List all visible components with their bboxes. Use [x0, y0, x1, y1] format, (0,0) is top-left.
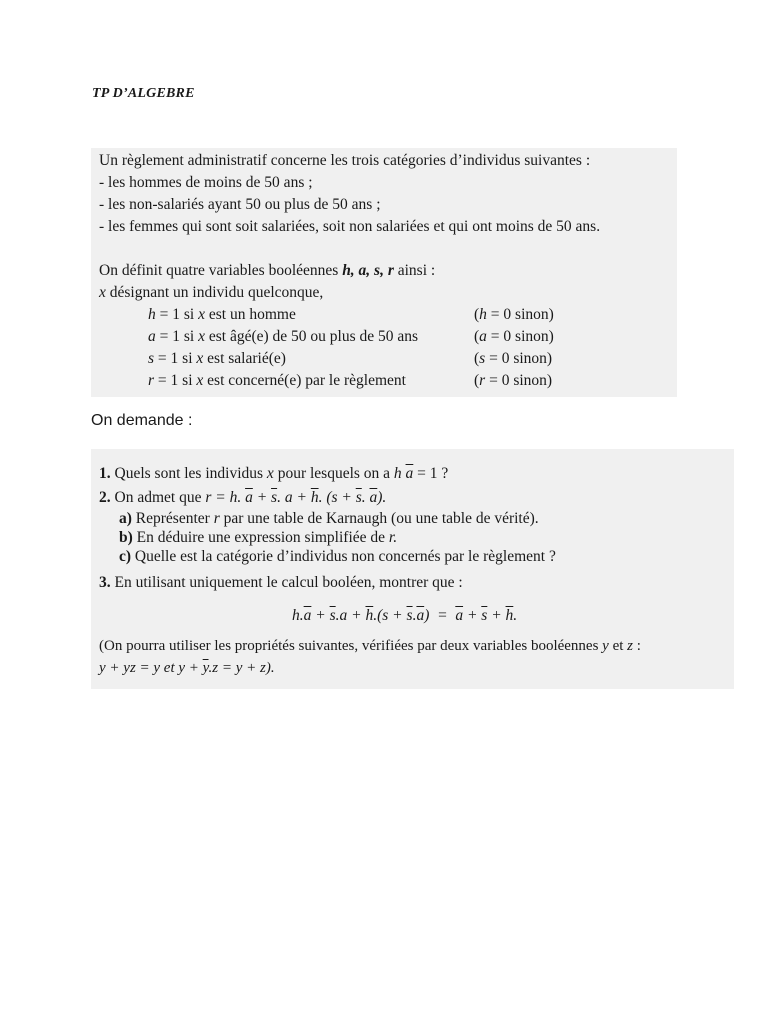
def-x: x	[198, 328, 205, 345]
question-2-formula: r = h. $\overline{a} + \overline{s}$. $a + \overline{h}$. ($s + \overline{s}$. $\overline{a}$).	[205, 489, 387, 506]
statement-line-1: Un règlement administratif concerne les trois catégories d’individus suivantes :	[99, 152, 591, 169]
note-var: h	[479, 306, 487, 323]
note-line-2	[99, 659, 275, 677]
def-x: x	[196, 372, 204, 389]
question-3	[99, 574, 463, 592]
def-desc: est âgé(e) de 50 ou plus de 50 ans	[208, 328, 419, 345]
statement-line-2: - les hommes de moins de 50 ans ;	[99, 174, 313, 191]
question-x: x	[266, 465, 274, 482]
sub-label: a)	[119, 510, 132, 527]
demand-label: On demande :	[91, 412, 193, 429]
x-line-text: désignant un individu quelconque,	[109, 284, 324, 301]
note-colon: :	[636, 638, 641, 654]
definition-intro-text: On définit quatre variables booléennes	[99, 262, 339, 279]
definition-r-note: (r = 0 sinon)	[474, 372, 553, 389]
definition-intro	[99, 262, 435, 280]
def-pre: = 1 si	[157, 372, 193, 389]
definition-vars: h, a, s, r	[342, 262, 394, 279]
def-pre: = 1 si	[159, 328, 195, 345]
note-rest: = 0 sinon)	[489, 350, 553, 367]
question-text2: pour lesquels on a	[277, 465, 391, 482]
note-text: (On pourra utiliser les propriétés suivantes, vérifiées par deux variables booléennes	[99, 638, 599, 654]
note-rest: = 0 sinon)	[490, 306, 554, 323]
note-et: et	[612, 638, 624, 654]
statement-line-3: - les non-salariés ayant 50 ou plus de 50 ans ;	[99, 196, 381, 213]
def-pre: = 1 si	[157, 350, 193, 367]
note-var: r	[479, 372, 486, 389]
question-number: 3.	[99, 574, 111, 591]
note-var: s	[479, 350, 486, 367]
definition-ainsi: ainsi :	[397, 262, 436, 279]
def-var: s	[148, 350, 155, 367]
def-x: x	[198, 306, 205, 323]
sub-text: Représenter	[135, 510, 210, 527]
sub-var: r	[213, 510, 220, 527]
question-3-formula: $h.\overline{a} + \overline{s}.a + \overline{h}.(s + \overline{s}.\overline{a}) = \overline{a} + \overline{s} + \overline{h}$.	[292, 607, 518, 624]
definition-r	[148, 372, 406, 390]
page-title: TP D’ALGEBRE	[92, 86, 195, 101]
question-2a	[119, 510, 539, 528]
definition-s	[148, 350, 286, 368]
question-2c	[119, 548, 556, 566]
question-1	[99, 465, 448, 483]
sub-text: En déduire une expression simplifiée de	[136, 529, 386, 546]
note-line2-a: y + yz = y et y +	[99, 660, 199, 676]
sub-label: b)	[119, 529, 133, 546]
question-number: 1.	[99, 465, 111, 482]
note-z: z	[627, 638, 634, 654]
note-rest: = 0 sinon)	[489, 372, 553, 389]
question-2b	[119, 529, 397, 547]
sub-var: r.	[388, 529, 398, 546]
def-desc: est salarié(e)	[207, 350, 286, 367]
def-pre: = 1 si	[159, 306, 195, 323]
question-2	[99, 489, 386, 507]
definition-s-note: (s = 0 sinon)	[474, 350, 553, 367]
question-text: On admet que	[114, 489, 202, 506]
note-rest: = 0 sinon)	[490, 328, 554, 345]
def-desc: est concerné(e) par le règlement	[207, 372, 406, 389]
sub-label: c)	[119, 548, 132, 565]
x-var: x	[99, 284, 106, 301]
def-desc: est un homme	[208, 306, 296, 323]
note-y: y	[602, 638, 609, 654]
note-line2-c: .z = y + z).	[208, 660, 275, 676]
question-text: Quels sont les individus	[114, 465, 264, 482]
note-line-1	[99, 637, 641, 655]
question-number: 2.	[99, 489, 111, 506]
def-var: h	[148, 306, 156, 323]
definition-h	[148, 306, 296, 324]
note-var: a	[479, 328, 487, 345]
definition-x-line	[99, 284, 323, 302]
question-a-bar: $\overline{a}$	[405, 465, 414, 482]
definition-a	[148, 328, 418, 346]
question-h: h	[393, 465, 402, 482]
question-text: En utilisant uniquement le calcul booléen, montrer que :	[114, 574, 463, 591]
sub-rest: par une table de Karnaugh (ou une table de vérité).	[223, 510, 539, 527]
def-x: x	[196, 350, 204, 367]
note-line2-bar: $\overline{y}$	[202, 660, 209, 676]
question-eq: = 1 ?	[417, 465, 449, 482]
statement-line-4: - les femmes qui sont soit salariées, soit non salariées et qui ont moins de 50 ans.	[99, 218, 601, 235]
definition-a-note: (a = 0 sinon)	[474, 328, 554, 345]
sub-text: Quelle est la catégorie d’individus non concernés par le règlement ?	[134, 548, 556, 565]
definition-h-note: (h = 0 sinon)	[474, 306, 554, 323]
def-var: a	[148, 328, 156, 345]
def-var: r	[148, 372, 155, 389]
